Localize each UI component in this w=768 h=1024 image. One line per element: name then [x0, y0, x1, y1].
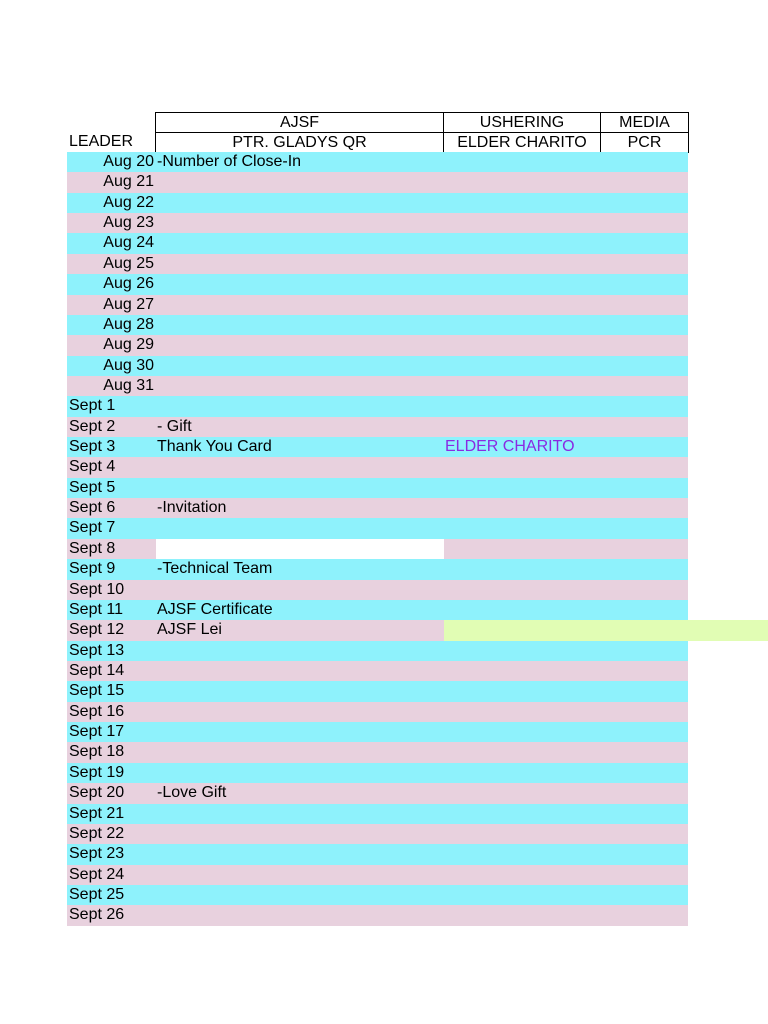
ajsf-leader-cell: PTR. GLADYS QR	[155, 132, 444, 153]
table-row	[0, 213, 768, 233]
row-date: Aug 21	[103, 173, 154, 191]
row-band	[67, 763, 688, 783]
row-date: Sept 20	[69, 784, 125, 802]
table-row	[0, 885, 768, 905]
table-row	[0, 824, 768, 844]
table-row	[0, 742, 768, 762]
row-date: Sept 9	[69, 560, 116, 578]
row-date: Sept 6	[69, 499, 116, 517]
row-task: AJSF Lei	[157, 621, 222, 639]
row-date: Sept 3	[69, 438, 116, 456]
media-leader-cell: PCR	[600, 132, 689, 153]
row-date: Sept 12	[69, 621, 125, 639]
table-row	[0, 356, 768, 376]
row-date: Aug 29	[103, 336, 154, 354]
ajsf-header-cell: AJSF	[155, 112, 444, 133]
row-band	[67, 641, 688, 661]
row-band	[67, 518, 688, 538]
row-date: Sept 10	[69, 580, 125, 598]
table-row	[0, 559, 768, 579]
row-date: Sept 14	[69, 661, 125, 679]
row-band	[67, 172, 688, 192]
table-row	[0, 702, 768, 722]
table-row	[0, 539, 768, 559]
row-band	[67, 742, 688, 762]
row-band	[67, 335, 688, 355]
highlighted-cell	[444, 620, 768, 640]
table-row	[0, 722, 768, 742]
table-row	[0, 295, 768, 315]
table-row	[0, 498, 768, 518]
row-task: -Invitation	[157, 499, 227, 517]
table-row	[0, 580, 768, 600]
row-date: Aug 23	[103, 214, 154, 232]
schedule-table	[0, 152, 768, 926]
row-usher: ELDER CHARITO	[445, 438, 575, 456]
row-band	[67, 457, 688, 477]
row-band	[67, 702, 688, 722]
row-date: Aug 20	[103, 153, 154, 170]
leader-label: LEADER	[69, 133, 134, 150]
row-band	[67, 356, 688, 376]
table-row	[0, 518, 768, 538]
row-band	[67, 844, 688, 864]
table-row	[0, 152, 768, 172]
row-task: AJSF Certificate	[157, 600, 273, 618]
row-date: Sept 21	[69, 804, 125, 822]
table-row	[0, 376, 768, 396]
table-row	[0, 417, 768, 437]
table-row	[0, 865, 768, 885]
row-date: Aug 26	[103, 275, 154, 293]
table-row	[0, 478, 768, 498]
table-row	[0, 193, 768, 213]
row-band	[67, 295, 688, 315]
row-date: Aug 22	[103, 193, 154, 211]
row-date: Sept 2	[69, 417, 116, 435]
row-date: Sept 22	[69, 824, 125, 842]
row-band	[67, 193, 688, 213]
row-band	[67, 865, 688, 885]
row-band	[67, 885, 688, 905]
table-row	[0, 905, 768, 925]
row-date: Sept 11	[69, 600, 123, 618]
row-band	[67, 661, 688, 681]
row-date: Aug 30	[103, 356, 154, 374]
table-row	[0, 600, 768, 620]
row-band	[67, 233, 688, 253]
row-task: -Technical Team	[157, 560, 273, 578]
row-band	[67, 213, 688, 233]
row-date: Sept 23	[69, 845, 125, 863]
table-row	[0, 457, 768, 477]
table-row	[0, 233, 768, 253]
table-row	[0, 254, 768, 274]
table-row	[0, 437, 768, 457]
row-band	[67, 722, 688, 742]
ushering-leader-cell: ELDER CHARITO	[443, 132, 601, 153]
row-date: Sept 19	[69, 763, 125, 781]
table-row	[0, 620, 768, 640]
table-row	[0, 335, 768, 355]
row-task: -Number of Close-In	[157, 153, 302, 170]
row-date: Sept 7	[69, 519, 116, 537]
row-band	[67, 376, 688, 396]
table-row	[0, 804, 768, 824]
table-row	[0, 763, 768, 783]
empty-cell	[156, 539, 444, 559]
row-date: Aug 28	[103, 315, 154, 333]
table-row	[0, 681, 768, 701]
row-band	[67, 315, 688, 335]
row-date: Sept 4	[69, 458, 116, 476]
table-row	[0, 315, 768, 335]
table-row	[0, 844, 768, 864]
row-date: Aug 24	[103, 234, 154, 252]
row-band	[67, 681, 688, 701]
table-row	[0, 396, 768, 416]
row-date: Aug 25	[103, 254, 154, 272]
row-band	[67, 254, 688, 274]
row-date: Sept 1	[69, 397, 116, 415]
table-row	[0, 783, 768, 803]
table-row	[0, 641, 768, 661]
row-task: Thank You Card	[157, 438, 272, 456]
row-date: Sept 18	[69, 743, 125, 761]
row-task: -Love Gift	[157, 784, 227, 802]
row-task: - Gift	[157, 417, 192, 435]
row-band	[67, 905, 688, 925]
row-band	[67, 478, 688, 498]
row-date: Sept 26	[69, 906, 125, 924]
row-band	[67, 804, 688, 824]
row-date: Sept 8	[69, 539, 116, 557]
row-band	[67, 824, 688, 844]
row-date: Sept 15	[69, 682, 125, 700]
row-band	[67, 274, 688, 294]
table-row	[0, 661, 768, 681]
row-date: Sept 16	[69, 702, 125, 720]
row-band	[67, 580, 688, 600]
table-row	[0, 274, 768, 294]
row-date: Sept 5	[69, 478, 116, 496]
row-date: Sept 13	[69, 641, 125, 659]
row-band	[67, 396, 688, 416]
media-header-cell: MEDIA	[600, 112, 689, 133]
row-date: Aug 27	[103, 295, 154, 313]
row-date: Sept 24	[69, 865, 125, 883]
ushering-header-cell: USHERING	[443, 112, 601, 133]
table-row	[0, 172, 768, 192]
row-date: Aug 31	[103, 376, 154, 394]
row-date: Sept 25	[69, 885, 125, 903]
row-date: Sept 17	[69, 723, 125, 741]
